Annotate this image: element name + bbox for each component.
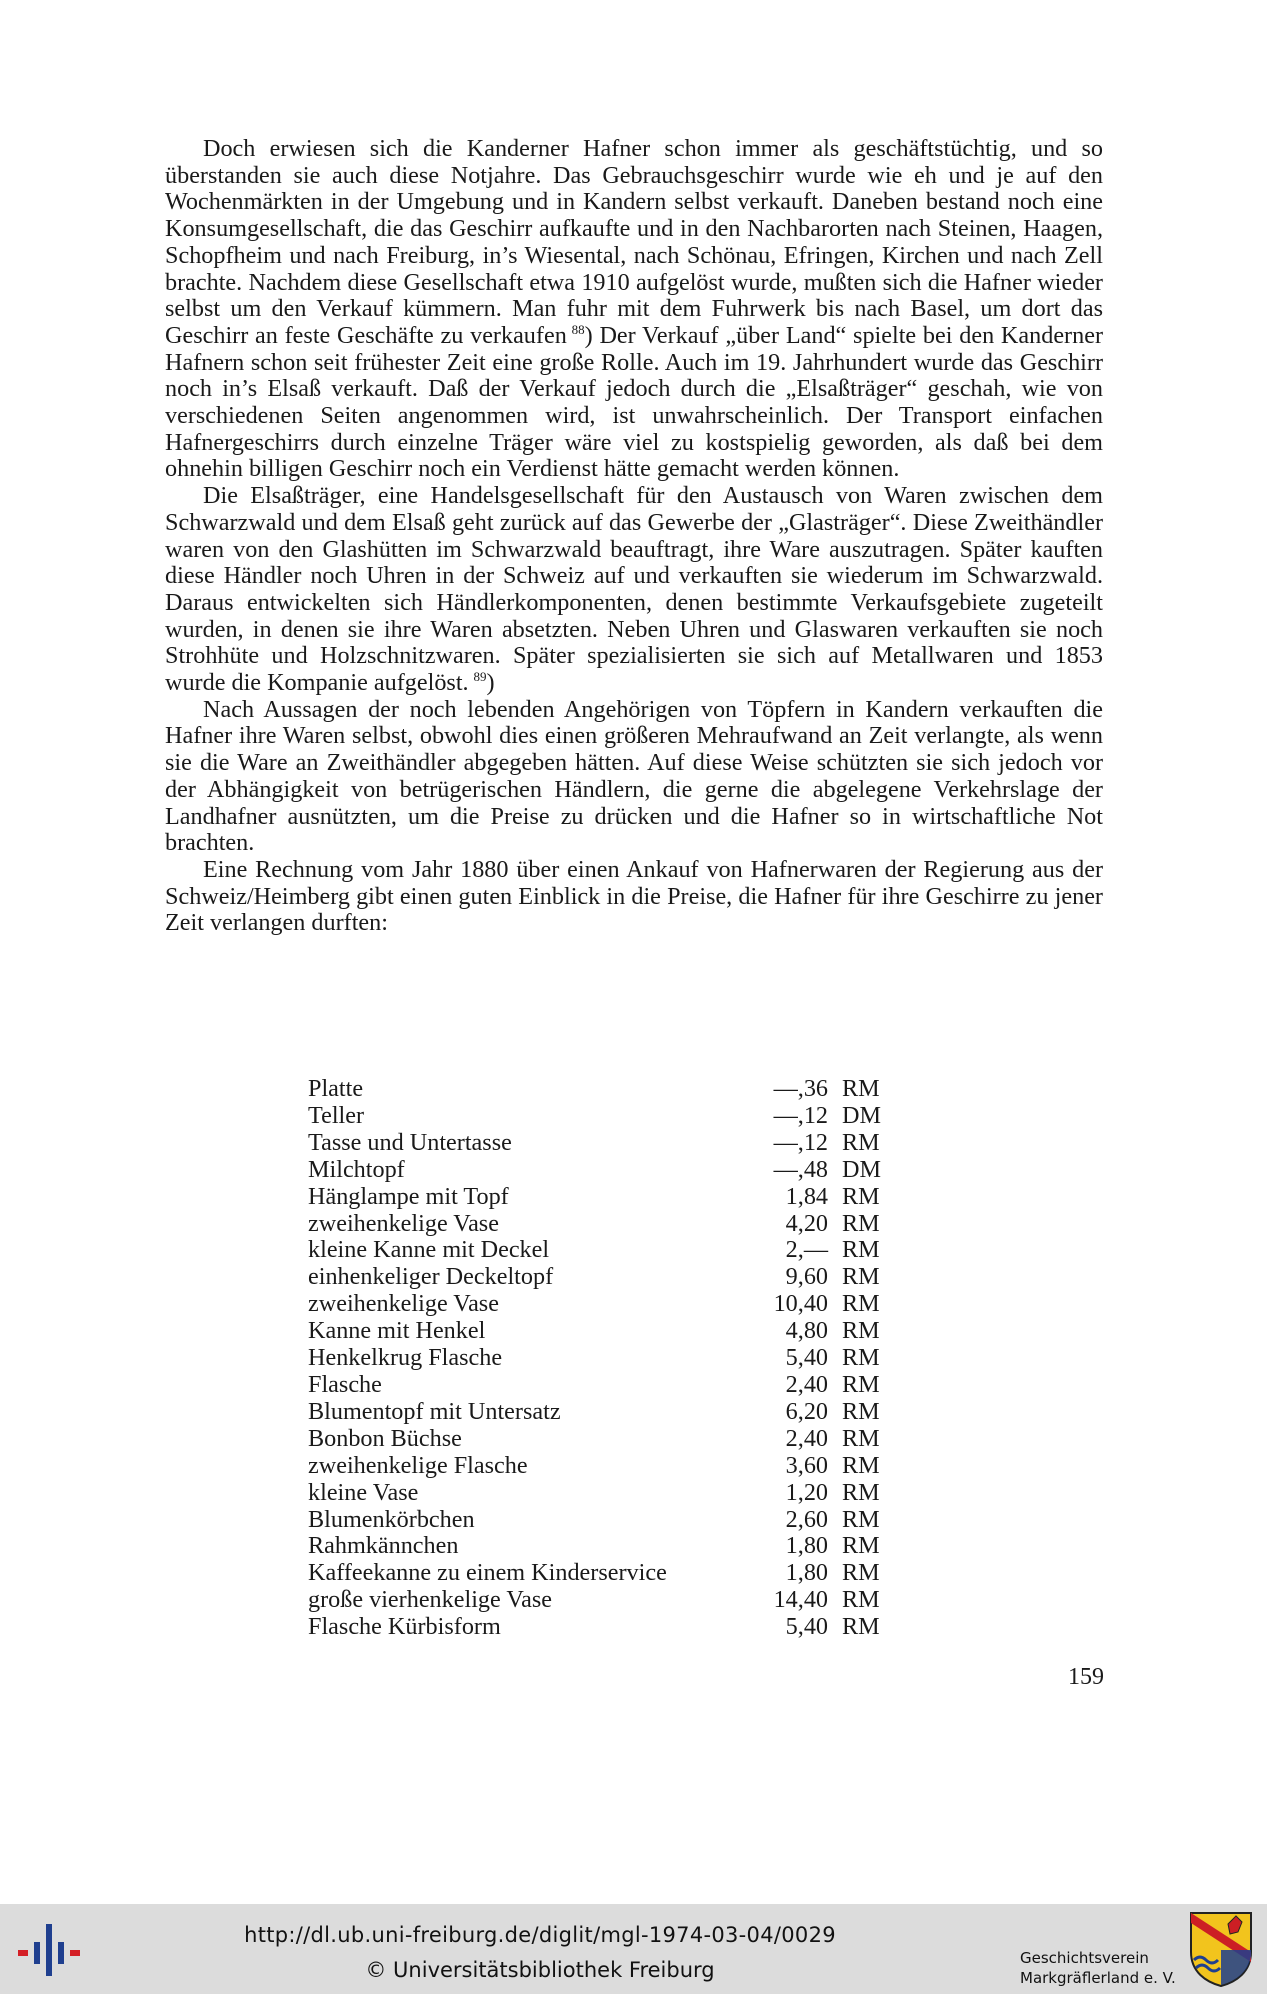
coat-of-arms-icon bbox=[1188, 1910, 1254, 1988]
price-currency: RM bbox=[842, 1344, 880, 1372]
society-name-line: Geschichtsverein bbox=[1020, 1949, 1149, 1967]
price-item-name: kleine Vase bbox=[308, 1478, 419, 1506]
price-currency: DM bbox=[842, 1101, 881, 1129]
price-row bbox=[308, 1211, 908, 1238]
price-currency: RM bbox=[842, 1424, 880, 1452]
price-item-name: Bonbon Büchse bbox=[308, 1424, 462, 1452]
paragraph bbox=[165, 857, 1103, 937]
price-amount: 1,84 bbox=[785, 1182, 828, 1210]
price-row bbox=[308, 1453, 908, 1480]
price-item-name: zweihenkelige Vase bbox=[308, 1290, 499, 1318]
price-row bbox=[308, 1533, 908, 1560]
paragraph-text: Eine Rechnung vom Jahr 1880 über einen Ankauf von Hafnerwaren der Regierung aus der Schweiz/Heimberg gibt einen guten Einblick in die Preise, die Hafner für ihre Geschirre zu jener Zeit verlangen durften: bbox=[165, 855, 1103, 937]
price-item-name: kleine Kanne mit Deckel bbox=[308, 1236, 550, 1264]
price-row bbox=[308, 1076, 908, 1103]
price-row bbox=[308, 1291, 908, 1318]
price-row bbox=[308, 1237, 908, 1264]
price-item-name: Blumenkörbchen bbox=[308, 1505, 475, 1533]
price-amount: 5,40 bbox=[785, 1344, 828, 1372]
price-row bbox=[308, 1560, 908, 1587]
paragraph bbox=[165, 697, 1103, 857]
price-item-name: einhenkeliger Deckeltopf bbox=[308, 1263, 554, 1291]
price-amount: 2,60 bbox=[785, 1505, 828, 1533]
footnote-ref: 88 bbox=[571, 321, 585, 337]
price-item-name: zweihenkelige Flasche bbox=[308, 1451, 528, 1479]
price-item-name: Milchtopf bbox=[308, 1155, 405, 1183]
price-amount: 14,40 bbox=[773, 1586, 828, 1614]
price-row bbox=[308, 1426, 908, 1453]
paragraph-text: Nach Aussagen der noch lebenden Angehörigen von Töpfern in Kandern verkauften die Hafner ihre Waren selbst, obwohl dies einen größeren Mehraufwand an Zeit verlangte, als wenn sie die Ware an Zweithändler abgegeben hätten. Auf diese Weise schützten sie sich jedoch vor der Abhängigkeit von betrügerischen Händlern, die gerne die abgelegene Verkehrslage der Landhafner ausnützten, um die Preise zu drücken und die Hafner so in wirtschaftliche Not brachten. bbox=[165, 695, 1103, 857]
viewer-footer bbox=[0, 1904, 1267, 1994]
price-currency: RM bbox=[842, 1586, 880, 1614]
price-currency: RM bbox=[842, 1532, 880, 1560]
price-row bbox=[308, 1184, 908, 1211]
price-amount: —,12 bbox=[773, 1128, 828, 1156]
price-currency: RM bbox=[842, 1128, 880, 1156]
price-row bbox=[308, 1103, 908, 1130]
footnote-ref: 89 bbox=[473, 669, 487, 684]
price-currency: RM bbox=[842, 1075, 880, 1102]
price-currency: RM bbox=[842, 1478, 880, 1506]
price-item-name: Hänglampe mit Topf bbox=[308, 1182, 509, 1210]
price-row bbox=[308, 1480, 908, 1507]
price-item-name: Flasche bbox=[308, 1370, 382, 1398]
price-amount: —,36 bbox=[773, 1075, 828, 1102]
price-row bbox=[308, 1399, 908, 1426]
price-amount: 1,20 bbox=[785, 1478, 828, 1506]
price-item-name: Blumentopf mit Untersatz bbox=[308, 1397, 561, 1425]
price-amount: 2,— bbox=[785, 1236, 828, 1264]
price-currency: RM bbox=[842, 1559, 880, 1587]
price-amount: 5,40 bbox=[785, 1613, 828, 1641]
price-item-name: Platte bbox=[308, 1075, 364, 1102]
price-item-name: große vierhenkelige Vase bbox=[308, 1586, 553, 1614]
paragraph bbox=[165, 483, 1103, 697]
price-currency: RM bbox=[842, 1505, 880, 1533]
price-amount: —,48 bbox=[773, 1155, 828, 1183]
price-item-name: Flasche Kürbisform bbox=[308, 1613, 501, 1641]
price-currency: RM bbox=[842, 1209, 880, 1237]
body-text bbox=[165, 136, 1103, 937]
price-row bbox=[308, 1614, 908, 1641]
price-row bbox=[308, 1507, 908, 1534]
price-amount: 1,80 bbox=[785, 1559, 828, 1587]
price-row bbox=[308, 1130, 908, 1157]
price-amount: 10,40 bbox=[773, 1290, 828, 1318]
paragraph-text: ) bbox=[486, 669, 495, 697]
price-row bbox=[308, 1345, 908, 1372]
page-number: 159 bbox=[1068, 1664, 1104, 1690]
price-amount: 1,80 bbox=[785, 1532, 828, 1560]
price-amount: 3,60 bbox=[785, 1451, 828, 1479]
price-currency: RM bbox=[842, 1451, 880, 1479]
price-amount: 2,40 bbox=[785, 1370, 828, 1398]
paragraph bbox=[165, 136, 1103, 483]
copyright-notice: © Universitätsbibliothek Freiburg bbox=[365, 1958, 715, 1982]
price-row bbox=[308, 1318, 908, 1345]
price-amount: 4,80 bbox=[785, 1317, 828, 1345]
price-item-name: Kaffeekanne zu einem Kinderservice bbox=[308, 1559, 667, 1587]
price-currency: RM bbox=[842, 1397, 880, 1425]
price-currency: DM bbox=[842, 1155, 881, 1183]
paragraph-text: ) Der Verkauf „über Land“ spielte bei den Kanderner Hafnern schon seit frühester Zeit eine große Rolle. Auch im 19. Jahrhundert wurde das Geschirr noch in’s Elsaß verkauft. Daß der Verkauf jedoch durch die „Elsaßträger“ geschah, wie von verschiedenen Seiten angenommen wird, ist unwahrscheinlich. Der Transport einfachen Hafnergeschirrs durch einzelne Träger wäre viel zu kostspielig geworden, als daß bei dem ohnehin billigen Geschirr noch ein Verdienst hätte gemacht werden können. bbox=[165, 321, 1103, 483]
price-row bbox=[308, 1157, 908, 1184]
document-url[interactable]: http://dl.ub.uni-freiburg.de/diglit/mgl-1974-03-04/0029 bbox=[244, 1923, 836, 1947]
price-item-name: Teller bbox=[308, 1101, 365, 1129]
paragraph-text: Doch erwiesen sich die Kanderner Hafner schon immer als geschäftstüchtig, und so überstanden sie auch diese Notjahre. Das Gebrauchsgeschirr wurde wie eh und je auf den Wochenmärkten in der Umgebung und in Kandern selbst verkauft. Daneben bestand noch eine Konsumgesellschaft, die das Geschirr aufkaufte und in den Nachbarorten nach Steinen, Haagen, Schopfheim und nach Freiburg, in’s Wiesental, nach Schönau, Efringen, Kirchen und nach Zell brachte. Nachdem diese Gesellschaft etwa 1910 aufgelöst wurde, mußten sich die Hafner wieder selbst um den Verkauf kümmern. Man fuhr mit dem Fuhrwerk bis nach Basel, um dort das Geschirr an feste Geschäfte zu verkaufen bbox=[165, 135, 1103, 349]
price-item-name: Kanne mit Henkel bbox=[308, 1317, 486, 1345]
society-name-line: Markgräflerland e. V. bbox=[1020, 1969, 1176, 1987]
ub-freiburg-logo-icon bbox=[14, 1920, 84, 1980]
price-row bbox=[308, 1264, 908, 1291]
price-currency: RM bbox=[842, 1370, 880, 1398]
price-item-name: Rahmkännchen bbox=[308, 1532, 459, 1560]
price-currency: RM bbox=[842, 1317, 880, 1345]
price-currency: RM bbox=[842, 1290, 880, 1318]
price-item-name: Tasse und Untertasse bbox=[308, 1128, 512, 1156]
society-name bbox=[1020, 1948, 1180, 1988]
paragraph-text: Die Elsaßträger, eine Handelsgesellschaft für den Austausch von Waren zwischen dem Schwarzwald und dem Elsaß geht zurück auf das Gewerbe der „Glasträger“. Diese Zweithändler waren von den Glashütten im Schwarzwald beauftragt, ihre Ware auszutragen. Später kauften diese Händler noch Uhren in der Schweiz auf und verkauften sie wiederum im Schwarzwald. Daraus entwickelten sich Händlerkomponenten, denen bestimmte Verkaufsgebiete zugeteilt wurden, in denen sie ihre Waren absetzten. Neben Uhren und Glaswaren verkauften sie noch Strohhüte und Holzschnitzwaren. Später spezialisierten sie sich auf Metallwaren und 1853 wurde die Kompanie aufgelöst. bbox=[165, 482, 1103, 697]
price-row bbox=[308, 1587, 908, 1614]
price-amount: 9,60 bbox=[785, 1263, 828, 1291]
price-currency: RM bbox=[842, 1263, 880, 1291]
price-amount: 4,20 bbox=[785, 1209, 828, 1237]
price-amount: 6,20 bbox=[785, 1397, 828, 1425]
price-row bbox=[308, 1372, 908, 1399]
price-currency: RM bbox=[842, 1613, 880, 1641]
price-item-name: zweihenkelige Vase bbox=[308, 1209, 499, 1237]
price-list-table bbox=[308, 1076, 908, 1641]
price-amount: —,12 bbox=[773, 1101, 828, 1129]
price-currency: RM bbox=[842, 1236, 880, 1264]
price-currency: RM bbox=[842, 1182, 880, 1210]
price-item-name: Henkelkrug Flasche bbox=[308, 1344, 503, 1372]
price-amount: 2,40 bbox=[785, 1424, 828, 1452]
